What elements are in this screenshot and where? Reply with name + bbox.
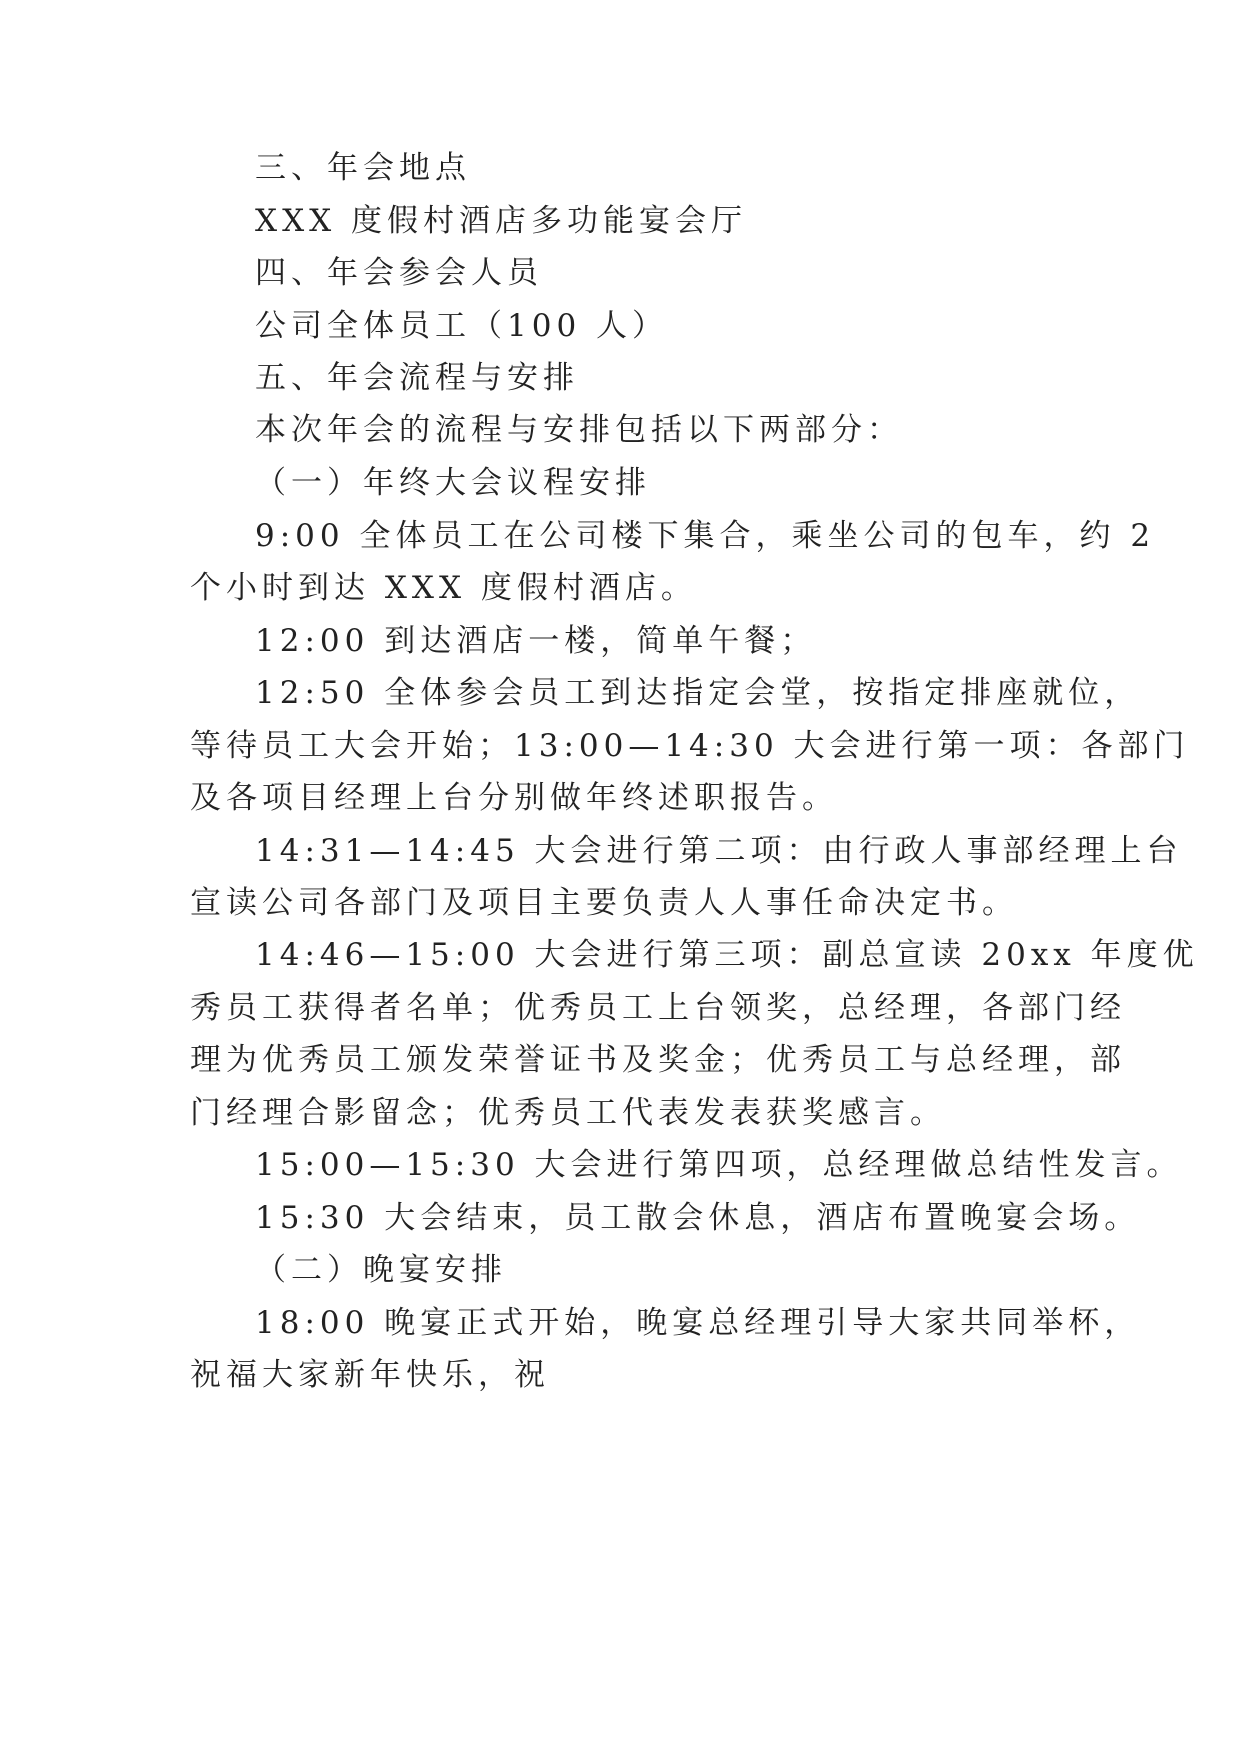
paragraph-line: 等待员工大会开始；13:00—14:30 大会进行第一项：各部门 xyxy=(190,728,1190,764)
paragraph-line: 18:00 晚宴正式开始，晚宴总经理引导大家共同举杯， xyxy=(255,1305,1141,1341)
section-heading-venue: 三、年会地点 xyxy=(255,150,471,186)
paragraph-line: 宣读公司各部门及项目主要负责人人事任命决定书。 xyxy=(190,885,1018,921)
paragraph-line: 个小时到达 XXX 度假村酒店。 xyxy=(190,570,697,606)
paragraph-line: 及各项目经理上台分别做年终述职报告。 xyxy=(190,780,838,816)
attendees-text: 公司全体员工（100 人） xyxy=(255,308,669,344)
paragraph-line: 理为优秀员工颁发荣誉证书及奖金；优秀员工与总经理，部 xyxy=(190,1042,1126,1078)
subheading-banquet: （二）晚宴安排 xyxy=(255,1252,507,1288)
paragraph-line: 门经理合影留念；优秀员工代表发表获奖感言。 xyxy=(190,1095,946,1131)
paragraph-line: 12:50 全体参会员工到达指定会堂，按指定排座就位， xyxy=(255,675,1141,711)
paragraph-line: 秀员工获得者名单；优秀员工上台领奖，总经理，各部门经 xyxy=(190,990,1126,1026)
paragraph-line: 14:46—15:00 大会进行第三项：副总宣读 20xx 年度优 xyxy=(255,937,1199,973)
schedule-intro: 本次年会的流程与安排包括以下两部分： xyxy=(255,412,903,448)
venue-text: XXX 度假村酒店多功能宴会厅 xyxy=(255,203,748,239)
paragraph-line: 祝福大家新年快乐，祝 xyxy=(190,1357,550,1393)
subheading-agenda: （一）年终大会议程安排 xyxy=(255,465,651,501)
section-heading-attendees: 四、年会参会人员 xyxy=(255,255,543,291)
paragraph-line: 15:30 大会结束，员工散会休息，酒店布置晚宴会场。 xyxy=(255,1200,1141,1236)
paragraph-line: 14:31—14:45 大会进行第二项：由行政人事部经理上台 xyxy=(255,833,1183,869)
section-heading-schedule: 五、年会流程与安排 xyxy=(255,360,579,396)
paragraph-line: 15:00—15:30 大会进行第四项，总经理做总结性发言。 xyxy=(255,1147,1183,1183)
paragraph-line: 9:00 全体员工在公司楼下集合，乘坐公司的包车，约 2 xyxy=(255,518,1156,554)
paragraph-line: 12:00 到达酒店一楼，简单午餐； xyxy=(255,623,817,659)
